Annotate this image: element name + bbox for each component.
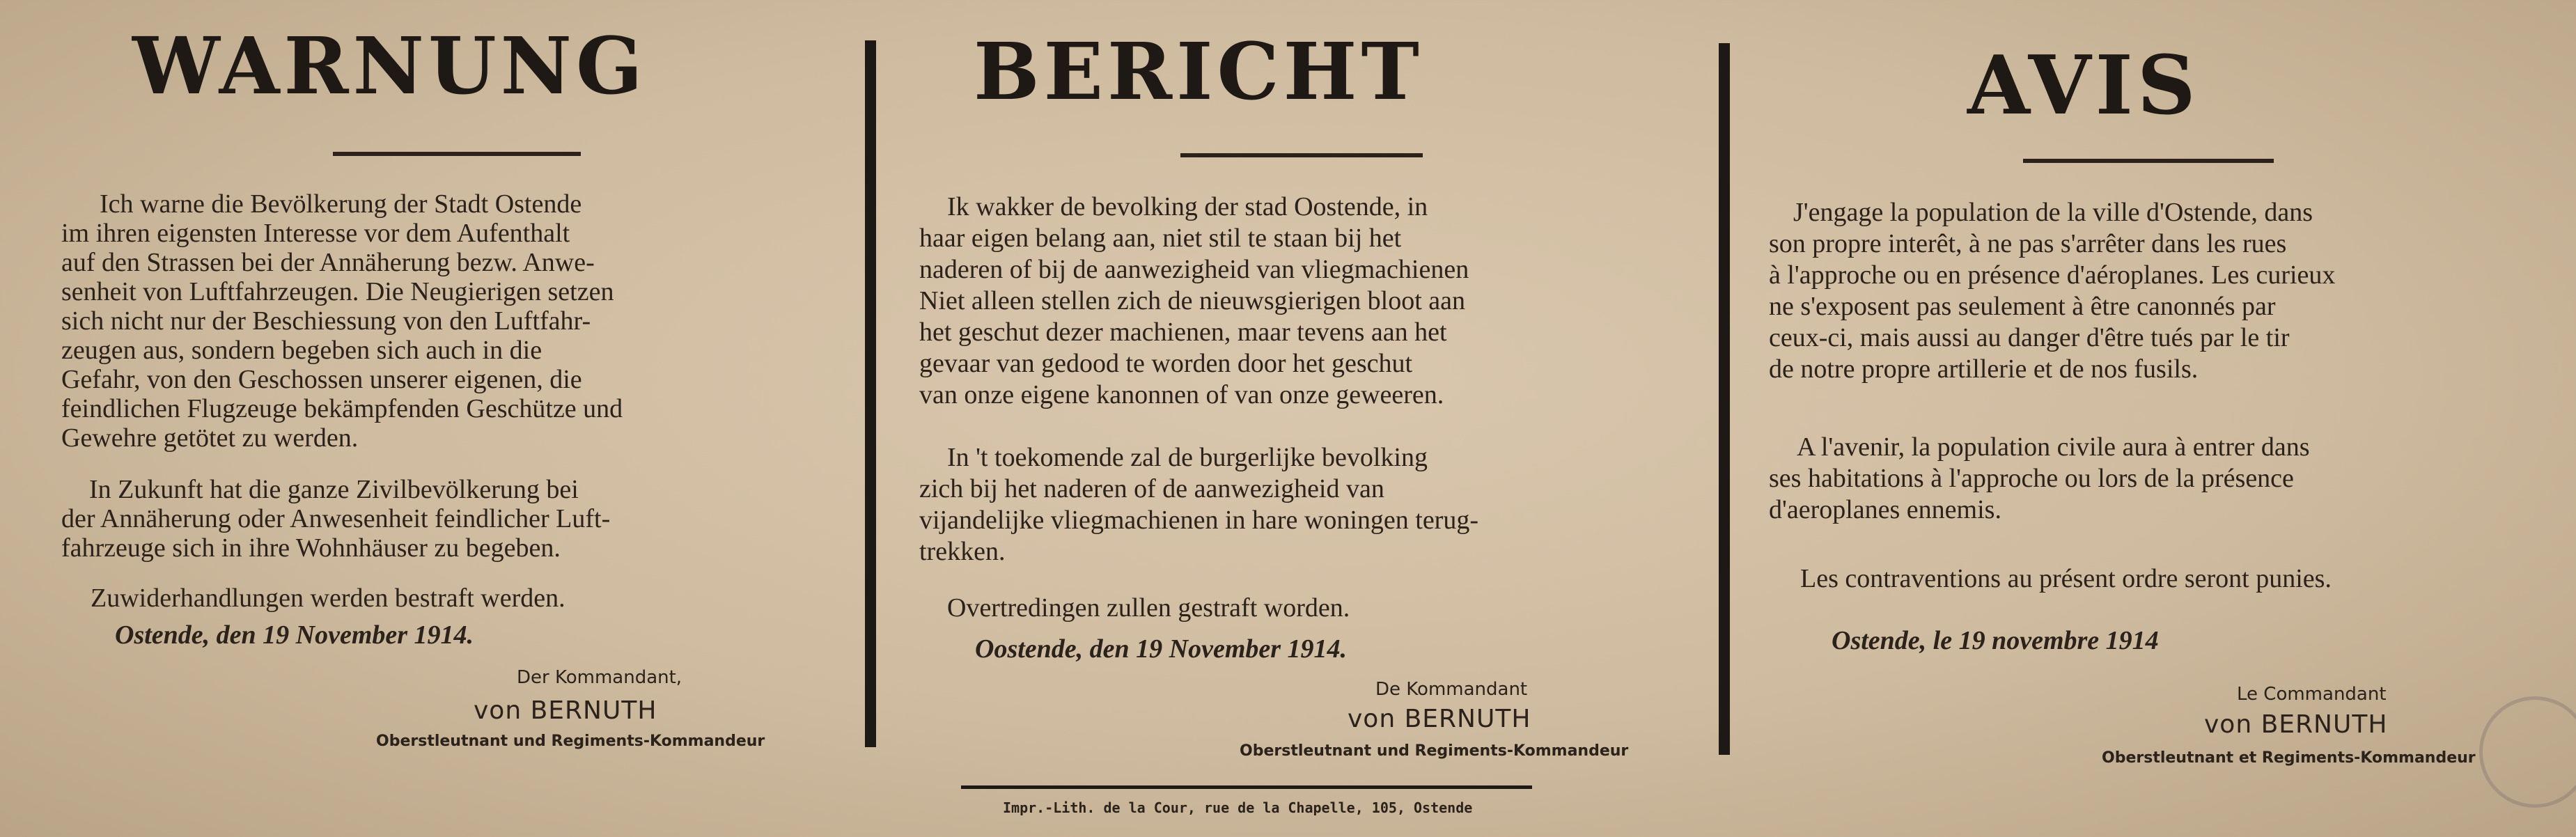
imprint-rule	[961, 785, 1532, 789]
french-paragraph-3: Les contraventions au présent ordre seront punies.	[1800, 564, 2332, 593]
german-signature-title: Der Kommandant,	[517, 667, 682, 688]
french-title-underline	[2023, 159, 2274, 163]
german-paragraph-3: Zuwiderhandlungen werden bestraft werden.	[91, 584, 565, 613]
dutch-paragraph-1: Ik wakker de bevolking der stad Oostende, in haar eigen belang aan, niet stil te staan bij het naderen of bij de aanwezigheid van vliegmachienen Niet alleen stellen zich de nieuwsgierigen bloot aan het geschut dezer machienen, maar tevens aan het gevaar van gedood te worden door het geschut van onze eigene kanonnen of van onze geweeren.	[919, 192, 1469, 409]
german-signature-rank: Oberstleutnant und Regiments-Kommandeur	[376, 733, 765, 750]
german-date: Ostende, den 19 November 1914.	[115, 620, 474, 650]
french-paragraph-2: A l'avenir, la population civile aura à entrer dans ses habitations à l'approche ou lors de la présence d'aeroplanes ennemis.	[1769, 432, 2310, 524]
dutch-signature-title: De Kommandant	[1375, 679, 1528, 700]
french-date: Ostende, le 19 novembre 1914	[1832, 626, 2159, 655]
french-title: AVIS	[1967, 38, 2200, 133]
german-paragraph-2: In Zukunft hat die ganze Zivilbevölkerung bei der Annäherung oder Anwesenheit feindlicher Luft- fahrzeuge sich in ihre Wohnhäuser zu begeben.	[61, 475, 611, 563]
german-title: WARNUNG	[132, 21, 647, 112]
column-divider-left	[865, 40, 876, 747]
french-signature-rank: Oberstleutnant et Regiments-Kommandeur	[2102, 749, 2476, 767]
dutch-paragraph-2: In 't toekomende zal de burgerlijke bevolking zich bij het naderen of de aanwezigheid van vijandelijke vliegmachienen in hare woningen terug- trekken.	[919, 443, 1478, 566]
french-signature-title: Le Commandant	[2237, 684, 2387, 705]
german-signature-name: von BERNUTH	[474, 696, 657, 725]
column-divider-right	[1719, 43, 1730, 755]
french-signature-name: von BERNUTH	[2204, 710, 2388, 739]
german-paragraph-1: Ich warne die Bevölkerung der Stadt Ostende im ihren eigensten Interesse vor dem Aufenthalt auf den Strassen bei der Annäherung bezw. Anwe- senheit von Luftfahrzeugen. Die Neugierigen setzen sich nicht nur der Beschiessung von den Luftfahr- zeugen aus, sondern begeben sich auch in die Gefahr, von den Geschossen unserer eigenen, die feindlichen Flugzeuge bekämpfenden Geschütze und Gewehre getötet zu werden.	[61, 189, 623, 453]
dutch-title: BERICHT	[974, 26, 1423, 118]
french-paragraph-1: J'engage la population de la ville d'Ostende, dans son propre interêt, à ne pas s'arrêter dans les rues à l'approche ou en présence d'aéroplanes. Les curieux ne s'exposent pas seulement à être canonnés par ceux-ci, mais aussi au danger d'être tués par le tir de notre propre artillerie et de nos fusils.	[1769, 198, 2336, 384]
german-title-underline	[333, 152, 581, 156]
dutch-signature-name: von BERNUTH	[1348, 705, 1531, 733]
dutch-signature-rank: Oberstleutnant und Regiments-Kommandeur	[1240, 742, 1629, 760]
faded-stamp	[2479, 696, 2576, 808]
dutch-paragraph-3: Overtredingen zullen gestraft worden.	[947, 593, 1350, 623]
printer-imprint: Impr.-Lith. de la Cour, rue de la Chapelle, 105, Ostende	[1003, 799, 1473, 816]
dutch-title-underline	[1180, 153, 1423, 157]
dutch-date: Oostende, den 19 November 1914.	[975, 634, 1348, 664]
